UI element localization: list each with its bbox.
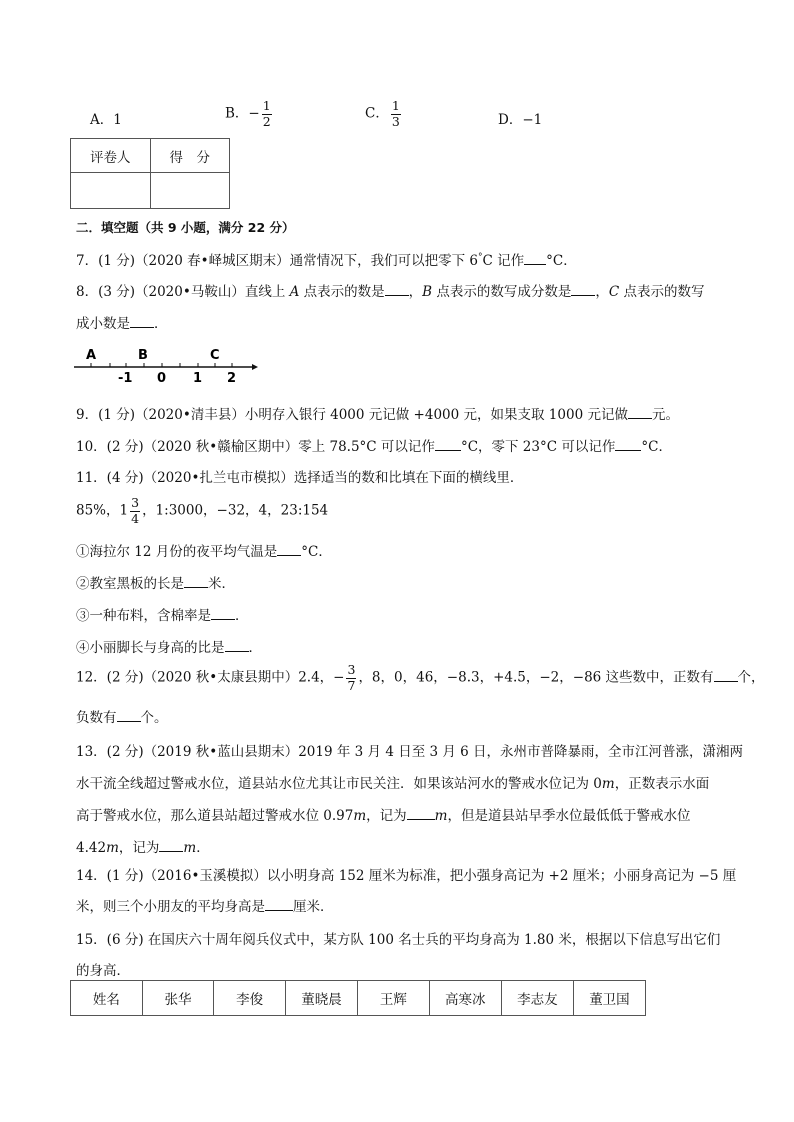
q11-sub-4-end: ．	[248, 640, 262, 656]
question-13-line-3	[76, 804, 690, 824]
q8-text-1: 8．(3 分)（2020•马鞍山）直线上	[76, 284, 290, 300]
option-a: A．1	[90, 112, 122, 128]
names-table-cell: 董卫国	[573, 981, 645, 1016]
question-9	[76, 403, 679, 423]
q14-answer-blank[interactable]	[265, 898, 293, 911]
q8-text-6: 点表示的数写	[619, 284, 705, 300]
option-c-denominator: 3	[391, 113, 400, 129]
question-12-line-2	[76, 706, 168, 726]
option-b-fraction	[262, 100, 272, 128]
question-14-line-2	[76, 895, 334, 915]
q11-sub-2-text: ②教室黑板的长是	[76, 576, 184, 592]
q12-blank-negative[interactable]	[117, 709, 141, 722]
q10-blank-a[interactable]	[435, 438, 461, 451]
q10-blank-b[interactable]	[615, 438, 641, 451]
number-line-label-b: B	[138, 348, 148, 363]
q11-sub-3-end: ．	[235, 608, 249, 624]
score-table-grader-header: 评卷人	[71, 139, 151, 173]
q10-text: 10．(2 分)（2020 秋•赣榆区期中）零上 78.5°C 可以记作	[76, 439, 435, 455]
q8-blank-c[interactable]	[130, 315, 154, 328]
question-15-line-2: 的身高．	[76, 963, 130, 979]
q8-text-2: 点表示的数是	[299, 284, 385, 300]
q13-line4-unit-2: m	[183, 840, 197, 856]
q13-line4-text: ，记为	[118, 840, 160, 856]
q13-line2-text: 水干流全线超过警戒水位，道县站水位尤其让市民关注．如果该站河水的警戒水位记为 0	[76, 776, 602, 792]
names-table-cell: 李俊	[214, 981, 286, 1016]
q8-point-c: C	[608, 284, 620, 300]
q9-text: 9．(1 分)（2020•清丰县）小明存入银行 4000 元记做 +4000 元，如果支取 1000 元记做	[76, 407, 628, 423]
number-line-tick-0: 0	[157, 371, 167, 384]
q13-line3-unit-2: m	[434, 808, 448, 824]
q7-degree: °	[478, 252, 483, 263]
q8-line2-end: ．	[154, 316, 168, 332]
q7-answer-blank[interactable]	[524, 252, 546, 265]
q12-fraction-denominator: 7	[347, 677, 356, 693]
number-line	[72, 344, 262, 384]
q8-text-4: 点表示的数写成分数是	[432, 284, 572, 300]
option-b	[225, 100, 274, 128]
question-10	[76, 435, 672, 455]
q8-text-5: ，	[595, 284, 609, 300]
number-line-tick-2: 2	[227, 371, 237, 384]
q11-sub-3-blank[interactable]	[211, 607, 235, 620]
question-13-line-2	[76, 772, 709, 792]
q10-text-2: °C，零下 23°C 可以记作	[460, 439, 616, 455]
q11-values	[76, 497, 328, 525]
q13-line3-text-2: ，记为	[366, 808, 407, 824]
q11-values-a: 85%，1	[76, 502, 129, 519]
q13-line3-end: ，但是道县站早季水位最低低于警戒水位	[447, 808, 691, 824]
q11-values-b: ，1:3000，−32，4，23:154	[142, 502, 329, 519]
q11-sub-2-blank[interactable]	[184, 575, 208, 588]
q13-blank-a[interactable]	[407, 807, 435, 820]
question-13: 13．(2 分)（2019 秋•蓝山县期末）2019 年 3 月 4 日至 3 月 6 日，永州市普降暴雨，全市江河普涨，潇湘两	[76, 744, 744, 760]
q11-sub-4-blank[interactable]	[225, 639, 249, 652]
option-c-fraction	[391, 100, 401, 128]
q11-sub-3	[76, 604, 249, 624]
question-11: 11．(4 分)（2020•扎兰屯市模拟）选择适当的数和比填在下面的横线里．	[76, 470, 524, 486]
option-b-denominator: 2	[262, 113, 271, 129]
question-13-line-4	[76, 836, 210, 856]
q13-line4-unit: m	[106, 840, 119, 856]
score-table-score-cell[interactable]	[150, 173, 230, 209]
number-line-tick-1: 1	[193, 371, 203, 384]
names-table-cell: 董晓晨	[286, 981, 358, 1016]
q11-sub-4	[76, 636, 262, 656]
q13-blank-b[interactable]	[159, 839, 183, 852]
q12-text: 12．(2 分)（2020 秋•太康县期中）2.4，−	[76, 669, 345, 686]
q7-text-3: °C．	[546, 253, 577, 269]
q13-line3-text: 高于警戒水位，那么道县站超过警戒水位 0.97	[76, 808, 354, 824]
q10-text-3: °C．	[641, 439, 672, 455]
q13-line3-unit: m	[353, 808, 367, 824]
q8-point-a: A	[289, 284, 300, 300]
option-b-numerator: 1	[262, 98, 271, 113]
q11-sub-2	[76, 572, 235, 592]
names-table	[70, 980, 646, 1016]
q11-sub-2-end: 米．	[208, 576, 235, 592]
q11-sub-3-text: ③一种布料，含棉率是	[76, 608, 211, 624]
q8-blank-a[interactable]	[385, 283, 409, 296]
q7-text: 7．(1 分)（2020 春•峄城区期末）通常情况下，我们可以把零下 6	[76, 253, 478, 269]
q11-fraction-numerator: 3	[131, 495, 140, 510]
names-table-header: 姓名	[71, 981, 143, 1016]
option-c-numerator: 1	[391, 98, 400, 113]
q11-sub-1	[76, 540, 332, 560]
names-table-cell: 王辉	[358, 981, 430, 1016]
q9-answer-blank[interactable]	[628, 406, 652, 419]
question-7	[76, 249, 577, 269]
q9-text-2: 元。	[651, 407, 679, 423]
question-8	[76, 280, 705, 300]
q12-text-2: ，8，0，46，−8.3，+4.5，−2，−86 这些数中，正数有	[358, 669, 714, 686]
names-table-cell: 李志友	[501, 981, 573, 1016]
q12-line2-text: 负数有	[76, 710, 117, 726]
q8-text-3: ，	[408, 284, 423, 300]
question-12	[76, 664, 765, 692]
q14-line2-end: 厘米．	[293, 899, 334, 915]
question-14: 14．(1 分)（2016•玉溪模拟）以小明身高 152 厘米为标准，把小强身高记为 +2 厘米；小丽身高记为 −5 厘	[76, 868, 737, 884]
number-line-label-c: C	[210, 348, 220, 363]
option-c-prefix: C．	[365, 105, 389, 122]
score-table-score-header: 得 分	[150, 139, 230, 173]
q11-sub-1-end: °C．	[301, 544, 332, 560]
q12-line2-end: 个。	[140, 710, 168, 726]
q11-fraction-denominator: 4	[131, 510, 140, 526]
q13-line4-value: 4.42	[76, 840, 107, 856]
q12-fraction	[346, 664, 356, 692]
names-table-cell: 高寒冰	[429, 981, 501, 1016]
q12-text-3: 个，	[737, 669, 765, 686]
number-line-label-a: A	[86, 348, 97, 363]
q8-point-b: B	[422, 284, 433, 300]
q8-line2-text: 成小数是	[76, 316, 130, 332]
question-8-line-2	[76, 312, 168, 332]
section-title: 二．填空题（共 9 小题，满分 22 分）	[76, 220, 295, 235]
q11-sub-1-text: ①海拉尔 12 月份的夜平均气温是	[76, 544, 278, 560]
q11-mixed-fraction	[130, 497, 140, 525]
score-table	[70, 138, 230, 209]
q12-blank-positive[interactable]	[714, 669, 738, 682]
q11-sub-4-text: ④小丽脚长与身高的比是	[76, 640, 225, 656]
names-table-cell: 张华	[142, 981, 214, 1016]
score-table-grader-cell[interactable]	[71, 173, 151, 209]
number-line-tick-neg1: -1	[118, 371, 133, 384]
q8-blank-b[interactable]	[571, 283, 595, 296]
names-table-row	[71, 981, 646, 1016]
q7-text-2: C 记作	[482, 253, 525, 269]
question-15: 15．(6 分) 在国庆六十周年阅兵仪式中，某方队 100 名士兵的平均身高为 1.80 米，根据以下信息写出它们	[76, 932, 721, 948]
option-b-prefix: B．−	[225, 105, 260, 122]
q13-line2-unit: m	[601, 776, 615, 792]
q13-line2-end: ，正数表示水面	[614, 776, 710, 792]
q12-fraction-numerator: 3	[347, 662, 356, 677]
option-c	[365, 100, 403, 128]
q11-sub-1-blank[interactable]	[277, 543, 301, 556]
number-line-arrow	[252, 364, 258, 370]
q14-line2-text: 米，则三个小朋友的平均身高是	[76, 899, 265, 915]
option-d: D．−1	[498, 112, 543, 128]
q13-line4-end: ．	[196, 840, 210, 856]
